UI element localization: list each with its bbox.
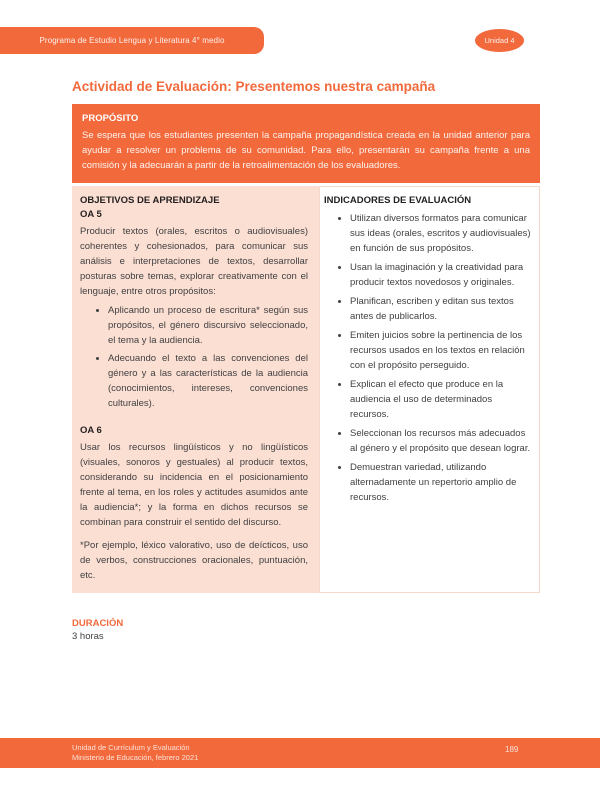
unit-badge-label: Unidad 4 — [484, 36, 515, 45]
bullet-item: • Demuestran variedad, utilizando alternadamente un repertorio amplio de recursos. — [350, 460, 531, 505]
objetivos-footnote: *Por ejemplo, léxico valorativo, uso de deícticos, uso de verbos, construcciones oracionales, puntuación, etc. — [80, 540, 308, 581]
oa5-bullet-list — [80, 303, 308, 411]
footer-line1: Unidad de Currículum y Evaluación — [72, 743, 190, 752]
bullet-item: • Aplicando un proceso de escritura* según sus propósitos, el género discursivo seleccionado, el tema y la audiencia. — [108, 303, 308, 348]
bullet-item: • Utilizan diversos formatos para comunicar sus ideas (orales, escritos y audiovisuales) en función de sus propósitos. — [350, 211, 531, 256]
duracion-value: 3 horas — [72, 631, 104, 642]
unit-badge — [475, 29, 524, 52]
bullet-item: • Explican el efecto que produce en la audiencia el uso de determinados recursos. — [350, 377, 531, 422]
objetivos-panel — [72, 186, 319, 593]
indicadores-heading: INDICADORES DE EVALUACIÓN — [324, 195, 472, 206]
bullet-item: • Emiten juicios sobre la pertinencia de los recursos usados en los textos en relación con el propósito perseguido. — [350, 328, 531, 373]
content-columns — [72, 186, 540, 593]
proposito-heading: PROPÓSITO — [82, 113, 139, 124]
duracion-block — [72, 618, 123, 642]
proposito-box — [72, 104, 540, 183]
indicadores-bullet-list — [324, 211, 531, 505]
proposito-body: Se espera que los estudiantes presenten la campaña propagandística creada en la unidad anterior para ayudar a resolver un problema de su comunidad. Para ello, presentarán su campaña frente a una comisión y la adecuarán a partir de la retroalimentación de los evaluadores. — [82, 130, 530, 171]
oa5-intro: Producir textos (orales, escritos o audiovisuales) coherentes y cohesionados, para comunicar sus análisis e interpretaciones de textos, desarrollar posturas sobre temas, explorar creativamente con el lenguaje, entre otros propósitos: — [80, 226, 308, 297]
bullet-item: • Usan la imaginación y la creatividad para producir textos novedosos y originales. — [350, 260, 531, 290]
footer-credits — [72, 743, 198, 763]
footer-bar — [0, 738, 600, 768]
program-header-pill — [0, 27, 264, 54]
bullet-item: • Planifican, escriben y editan sus textos antes de publicarlos. — [350, 294, 531, 324]
indicadores-panel — [319, 186, 540, 593]
objetivos-heading: OBJETIVOS DE APRENDIZAJE — [80, 195, 220, 206]
oa5-label: OA 5 — [80, 209, 102, 220]
bullet-item: • Seleccionan los recursos más adecuados al género y el propósito que desean lograr. — [350, 426, 531, 456]
bullet-item: • Adecuando el texto a las convenciones del género y a las características de la audiencia (conocimientos, intereses, convenciones culturales). — [108, 351, 308, 411]
oa6-body: Usar los recursos lingüísticos y no lingüísticos (visuales, sonoros y gestuales) al producir textos, considerando su incidencia en el posicionamiento frente al tema, en los roles y actitudes asumidos ante la audiencia*; y la forma en dichos recursos se combinan para construir el sentido del discurso. — [80, 442, 308, 528]
page-title: Actividad de Evaluación: Presentemos nuestra campaña — [72, 79, 436, 95]
page-number: 189 — [505, 745, 519, 754]
program-header-label: Programa de Estudio Lengua y Literatura 4° medio — [39, 36, 225, 45]
duracion-heading: DURACIÓN — [72, 618, 124, 629]
oa6-label: OA 6 — [80, 425, 102, 436]
footer-line2: Ministerio de Educación, febrero 2021 — [72, 753, 199, 762]
